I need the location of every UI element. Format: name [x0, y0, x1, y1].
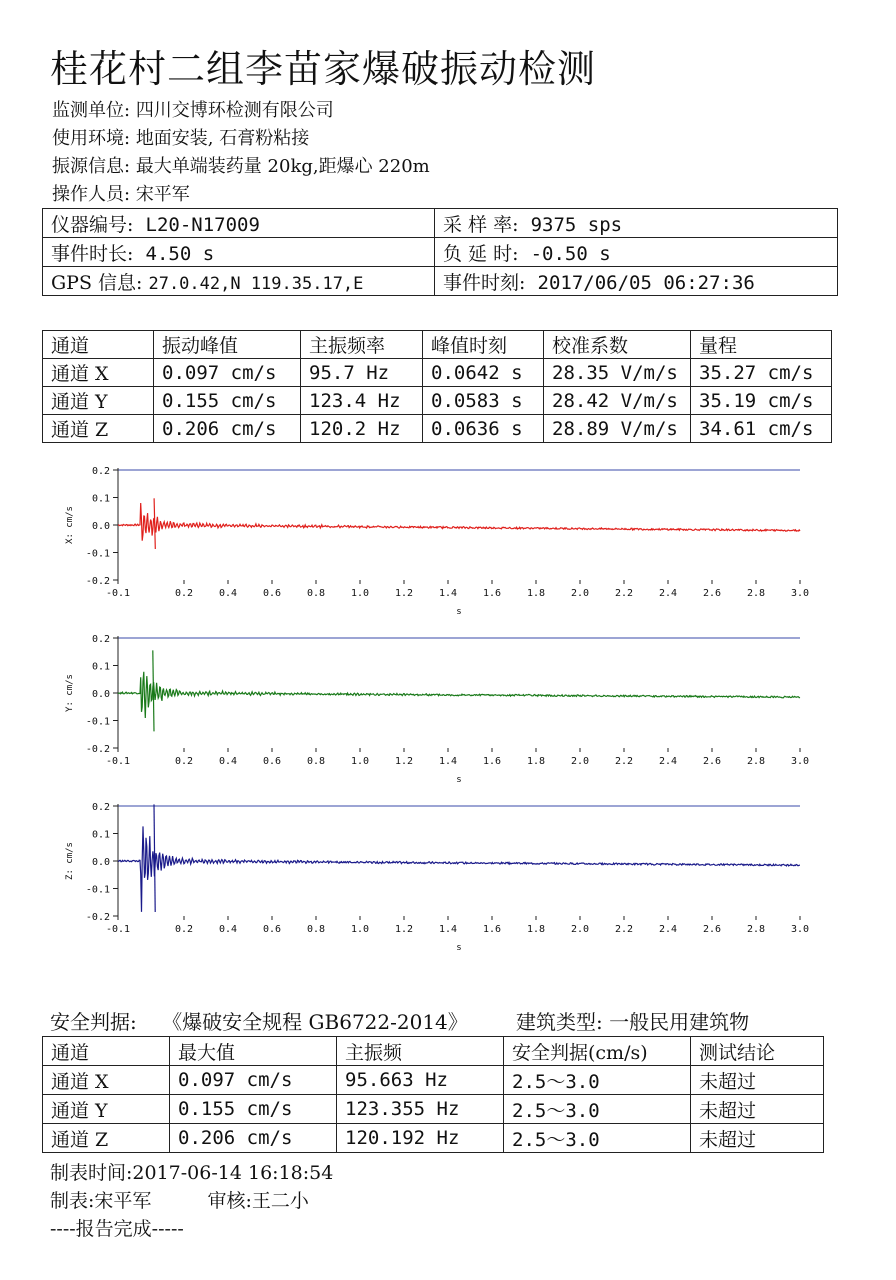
table-cell: 0.097 cm/s [154, 359, 301, 387]
x-tick-label: 1.2 [394, 588, 414, 599]
x-tick-label: 0.8 [306, 588, 326, 599]
table-cell: 0.155 cm/s [170, 1095, 337, 1124]
info-label: 操作人员: [52, 184, 131, 205]
y-tick-label: 0.0 [91, 521, 110, 532]
x-tick-label: 1.4 [438, 588, 458, 599]
report-signatures [50, 1186, 309, 1213]
column-header: 通道 [43, 331, 154, 359]
info-line-environment [52, 124, 309, 150]
x-tick-label: 1.6 [482, 756, 502, 767]
x-tick-label: 1.0 [350, 756, 370, 767]
info-value: 最大单端装药量 20kg,距爆心 220m [135, 156, 430, 177]
report-made-time: 制表时间:2017-06-14 16:18:54 [50, 1162, 334, 1184]
meta-value: L20-N17009 [145, 213, 260, 236]
x-tick-label: 0.6 [262, 588, 282, 599]
table-cell: 123.355 Hz [337, 1095, 504, 1124]
table-cell: 95.663 Hz [337, 1066, 504, 1095]
table-cell: 35.27 cm/s [691, 359, 832, 387]
x-tick-label: 1.2 [394, 924, 414, 935]
peak-spike [153, 650, 154, 731]
meta-device-cell [43, 209, 435, 238]
x-tick-label: 1.6 [482, 924, 502, 935]
info-line-operator [52, 180, 190, 206]
meta-label: 事件时长: [51, 242, 134, 265]
table-row [43, 1124, 824, 1153]
y-tick-label: 0.1 [91, 661, 110, 673]
x-tick-label: 1.6 [482, 588, 502, 599]
x-tick-label: -0.1 [105, 756, 131, 767]
y-tick-label: -0.2 [85, 576, 110, 587]
info-label: 监测单位: [52, 100, 131, 121]
table-row [43, 387, 832, 415]
meta-value: -0.50 s [530, 242, 611, 265]
x-tick-label: 3.0 [790, 756, 810, 767]
x-tick-label: 2.2 [614, 756, 634, 767]
table-cell: 未超过 [691, 1124, 824, 1153]
safety-basis-label: 安全判据: [50, 1010, 137, 1034]
meta-value: 2017/06/05 06:27:36 [537, 271, 755, 294]
x-tick-label: 1.0 [350, 924, 370, 935]
meta-value: 4.50 s [145, 242, 215, 265]
x-tick-label: 3.0 [790, 588, 810, 599]
x-tick-label: 0.8 [306, 924, 326, 935]
y-tick-label: -0.1 [85, 716, 110, 728]
peak-spike [154, 804, 155, 912]
column-header: 量程 [691, 331, 832, 359]
x-tick-label: 1.2 [394, 756, 414, 767]
table-header-row [43, 331, 832, 359]
x-tick-label: 2.8 [746, 756, 766, 767]
x-tick-label: 2.4 [658, 924, 678, 935]
x-axis-label: s [456, 943, 462, 953]
x-tick-label: 1.0 [350, 588, 370, 599]
x-tick-label: 0.2 [174, 588, 194, 599]
table-cell: 通道 Z [43, 415, 154, 443]
safety-basis [50, 1006, 468, 1035]
table-cell: 0.0636 s [423, 415, 544, 443]
meta-value: 9375 sps [530, 213, 623, 236]
table-row [43, 267, 838, 296]
safety-basis-value: 《爆破安全规程 GB6722-2014》 [162, 1010, 468, 1034]
x-tick-label: 0.4 [218, 756, 238, 767]
table-cell: 通道 Y [43, 387, 154, 415]
waveform-trace [118, 503, 800, 541]
table-cell: 120.192 Hz [337, 1124, 504, 1153]
table-header-row [43, 1037, 824, 1066]
info-value: 四川交博环检测有限公司 [135, 100, 334, 121]
table-cell: 通道 X [43, 359, 154, 387]
table-cell: 0.0642 s [423, 359, 544, 387]
table-cell: 0.206 cm/s [154, 415, 301, 443]
meta-delay-cell [435, 238, 838, 267]
table-cell: 28.89 V/m/s [544, 415, 691, 443]
info-label: 振源信息: [52, 156, 131, 177]
waveform-chart-z [60, 794, 820, 960]
x-tick-label: -0.1 [105, 588, 131, 599]
report-reviewer: 审核:王二小 [207, 1190, 309, 1212]
channel-summary-table [42, 330, 832, 443]
meta-label: 事件时刻: [443, 271, 526, 294]
meta-gps-cell [43, 267, 435, 296]
info-line-source [52, 152, 430, 178]
table-cell: 120.2 Hz [301, 415, 423, 443]
table-cell: 95.7 Hz [301, 359, 423, 387]
x-tick-label: 1.8 [526, 756, 546, 767]
building-type-label: 建筑类型: [516, 1010, 603, 1034]
x-tick-label: 3.0 [790, 924, 810, 935]
x-tick-label: 2.0 [570, 588, 590, 599]
meta-label: 负 延 时: [443, 242, 519, 265]
y-tick-label: -0.2 [85, 912, 110, 923]
x-tick-label: 2.0 [570, 924, 590, 935]
x-tick-label: 1.4 [438, 924, 458, 935]
table-row [43, 209, 838, 238]
x-tick-label: 2.4 [658, 756, 678, 767]
device-meta-table [42, 208, 838, 296]
y-tick-label: -0.2 [85, 744, 110, 755]
column-header: 振动峰值 [154, 331, 301, 359]
x-tick-label: 2.6 [702, 756, 722, 767]
x-tick-label: 2.4 [658, 588, 678, 599]
y-tick-label: 0.2 [91, 466, 110, 477]
column-header: 测试结论 [691, 1037, 824, 1066]
report-end-marker: ----报告完成----- [50, 1218, 184, 1240]
waveform-chart-x [60, 458, 820, 624]
table-cell: 通道 Z [43, 1124, 170, 1153]
waveform-trace [118, 672, 800, 718]
x-tick-label: 2.6 [702, 588, 722, 599]
table-cell: 2.5～3.0 [504, 1124, 691, 1153]
report-title: 桂花村二组李苗家爆破振动检测 [50, 47, 597, 91]
meta-label: 仪器编号: [51, 213, 134, 236]
column-header: 主振频 [337, 1037, 504, 1066]
building-type-value: 一般民用建筑物 [609, 1010, 750, 1034]
y-tick-label: -0.1 [85, 548, 110, 560]
column-header: 安全判据(cm/s) [504, 1037, 691, 1066]
y-axis-label: X: cm/s [65, 506, 75, 544]
column-header: 峰值时刻 [423, 331, 544, 359]
y-tick-label: 0.1 [91, 829, 110, 841]
table-cell: 2.5～3.0 [504, 1066, 691, 1095]
y-tick-label: 0.2 [91, 802, 110, 813]
info-value: 宋平军 [135, 184, 190, 205]
column-header: 主振频率 [301, 331, 423, 359]
x-axis-label: s [456, 775, 462, 785]
y-axis-label: Z: cm/s [65, 842, 75, 880]
info-label: 使用环境: [52, 128, 131, 149]
x-tick-label: 1.4 [438, 756, 458, 767]
table-cell: 123.4 Hz [301, 387, 423, 415]
table-cell: 0.206 cm/s [170, 1124, 337, 1153]
meta-time-cell [435, 267, 838, 296]
column-header: 校准系数 [544, 331, 691, 359]
waveform-trace [118, 826, 800, 912]
x-tick-label: 2.8 [746, 588, 766, 599]
waveform-chart-y [60, 626, 820, 792]
y-axis-label: Y: cm/s [65, 674, 75, 712]
x-tick-label: -0.1 [105, 924, 131, 935]
x-tick-label: 0.6 [262, 924, 282, 935]
peak-spike [154, 498, 155, 549]
x-tick-label: 2.0 [570, 756, 590, 767]
x-tick-label: 1.8 [526, 588, 546, 599]
table-cell: 0.155 cm/s [154, 387, 301, 415]
table-row [43, 1066, 824, 1095]
table-row [43, 238, 838, 267]
x-tick-label: 0.4 [218, 924, 238, 935]
meta-duration-cell [43, 238, 435, 267]
table-cell: 2.5～3.0 [504, 1095, 691, 1124]
x-tick-label: 0.2 [174, 924, 194, 935]
building-type [516, 1006, 749, 1035]
x-tick-label: 0.6 [262, 756, 282, 767]
table-cell: 34.61 cm/s [691, 415, 832, 443]
x-tick-label: 0.4 [218, 588, 238, 599]
table-cell: 35.19 cm/s [691, 387, 832, 415]
meta-rate-cell [435, 209, 838, 238]
table-row [43, 1095, 824, 1124]
y-tick-label: 0.0 [91, 857, 110, 868]
table-row [43, 415, 832, 443]
info-value: 地面安装, 石膏粉粘接 [135, 128, 310, 149]
x-axis-label: s [456, 607, 462, 617]
table-cell: 0.0583 s [423, 387, 544, 415]
table-cell: 未超过 [691, 1095, 824, 1124]
x-tick-label: 2.6 [702, 924, 722, 935]
report-maker: 制表:宋平军 [50, 1190, 152, 1212]
meta-label: GPS 信息: [51, 271, 143, 294]
x-tick-label: 1.8 [526, 924, 546, 935]
x-tick-label: 2.2 [614, 924, 634, 935]
table-cell: 通道 X [43, 1066, 170, 1095]
y-tick-label: 0.2 [91, 634, 110, 645]
x-tick-label: 0.8 [306, 756, 326, 767]
table-cell: 28.35 V/m/s [544, 359, 691, 387]
safety-assessment-table [42, 1036, 824, 1153]
x-tick-label: 2.8 [746, 924, 766, 935]
x-tick-label: 0.2 [174, 756, 194, 767]
column-header: 最大值 [170, 1037, 337, 1066]
table-cell: 0.097 cm/s [170, 1066, 337, 1095]
y-tick-label: -0.1 [85, 884, 110, 896]
meta-label: 采 样 率: [443, 213, 519, 236]
y-tick-label: 0.0 [91, 689, 110, 700]
column-header: 通道 [43, 1037, 170, 1066]
table-row [43, 359, 832, 387]
table-cell: 未超过 [691, 1066, 824, 1095]
x-tick-label: 2.2 [614, 588, 634, 599]
meta-value: 27.0.42,N 119.35.17,E [148, 273, 364, 294]
y-tick-label: 0.1 [91, 493, 110, 505]
info-line-unit [52, 96, 334, 122]
table-cell: 通道 Y [43, 1095, 170, 1124]
table-cell: 28.42 V/m/s [544, 387, 691, 415]
